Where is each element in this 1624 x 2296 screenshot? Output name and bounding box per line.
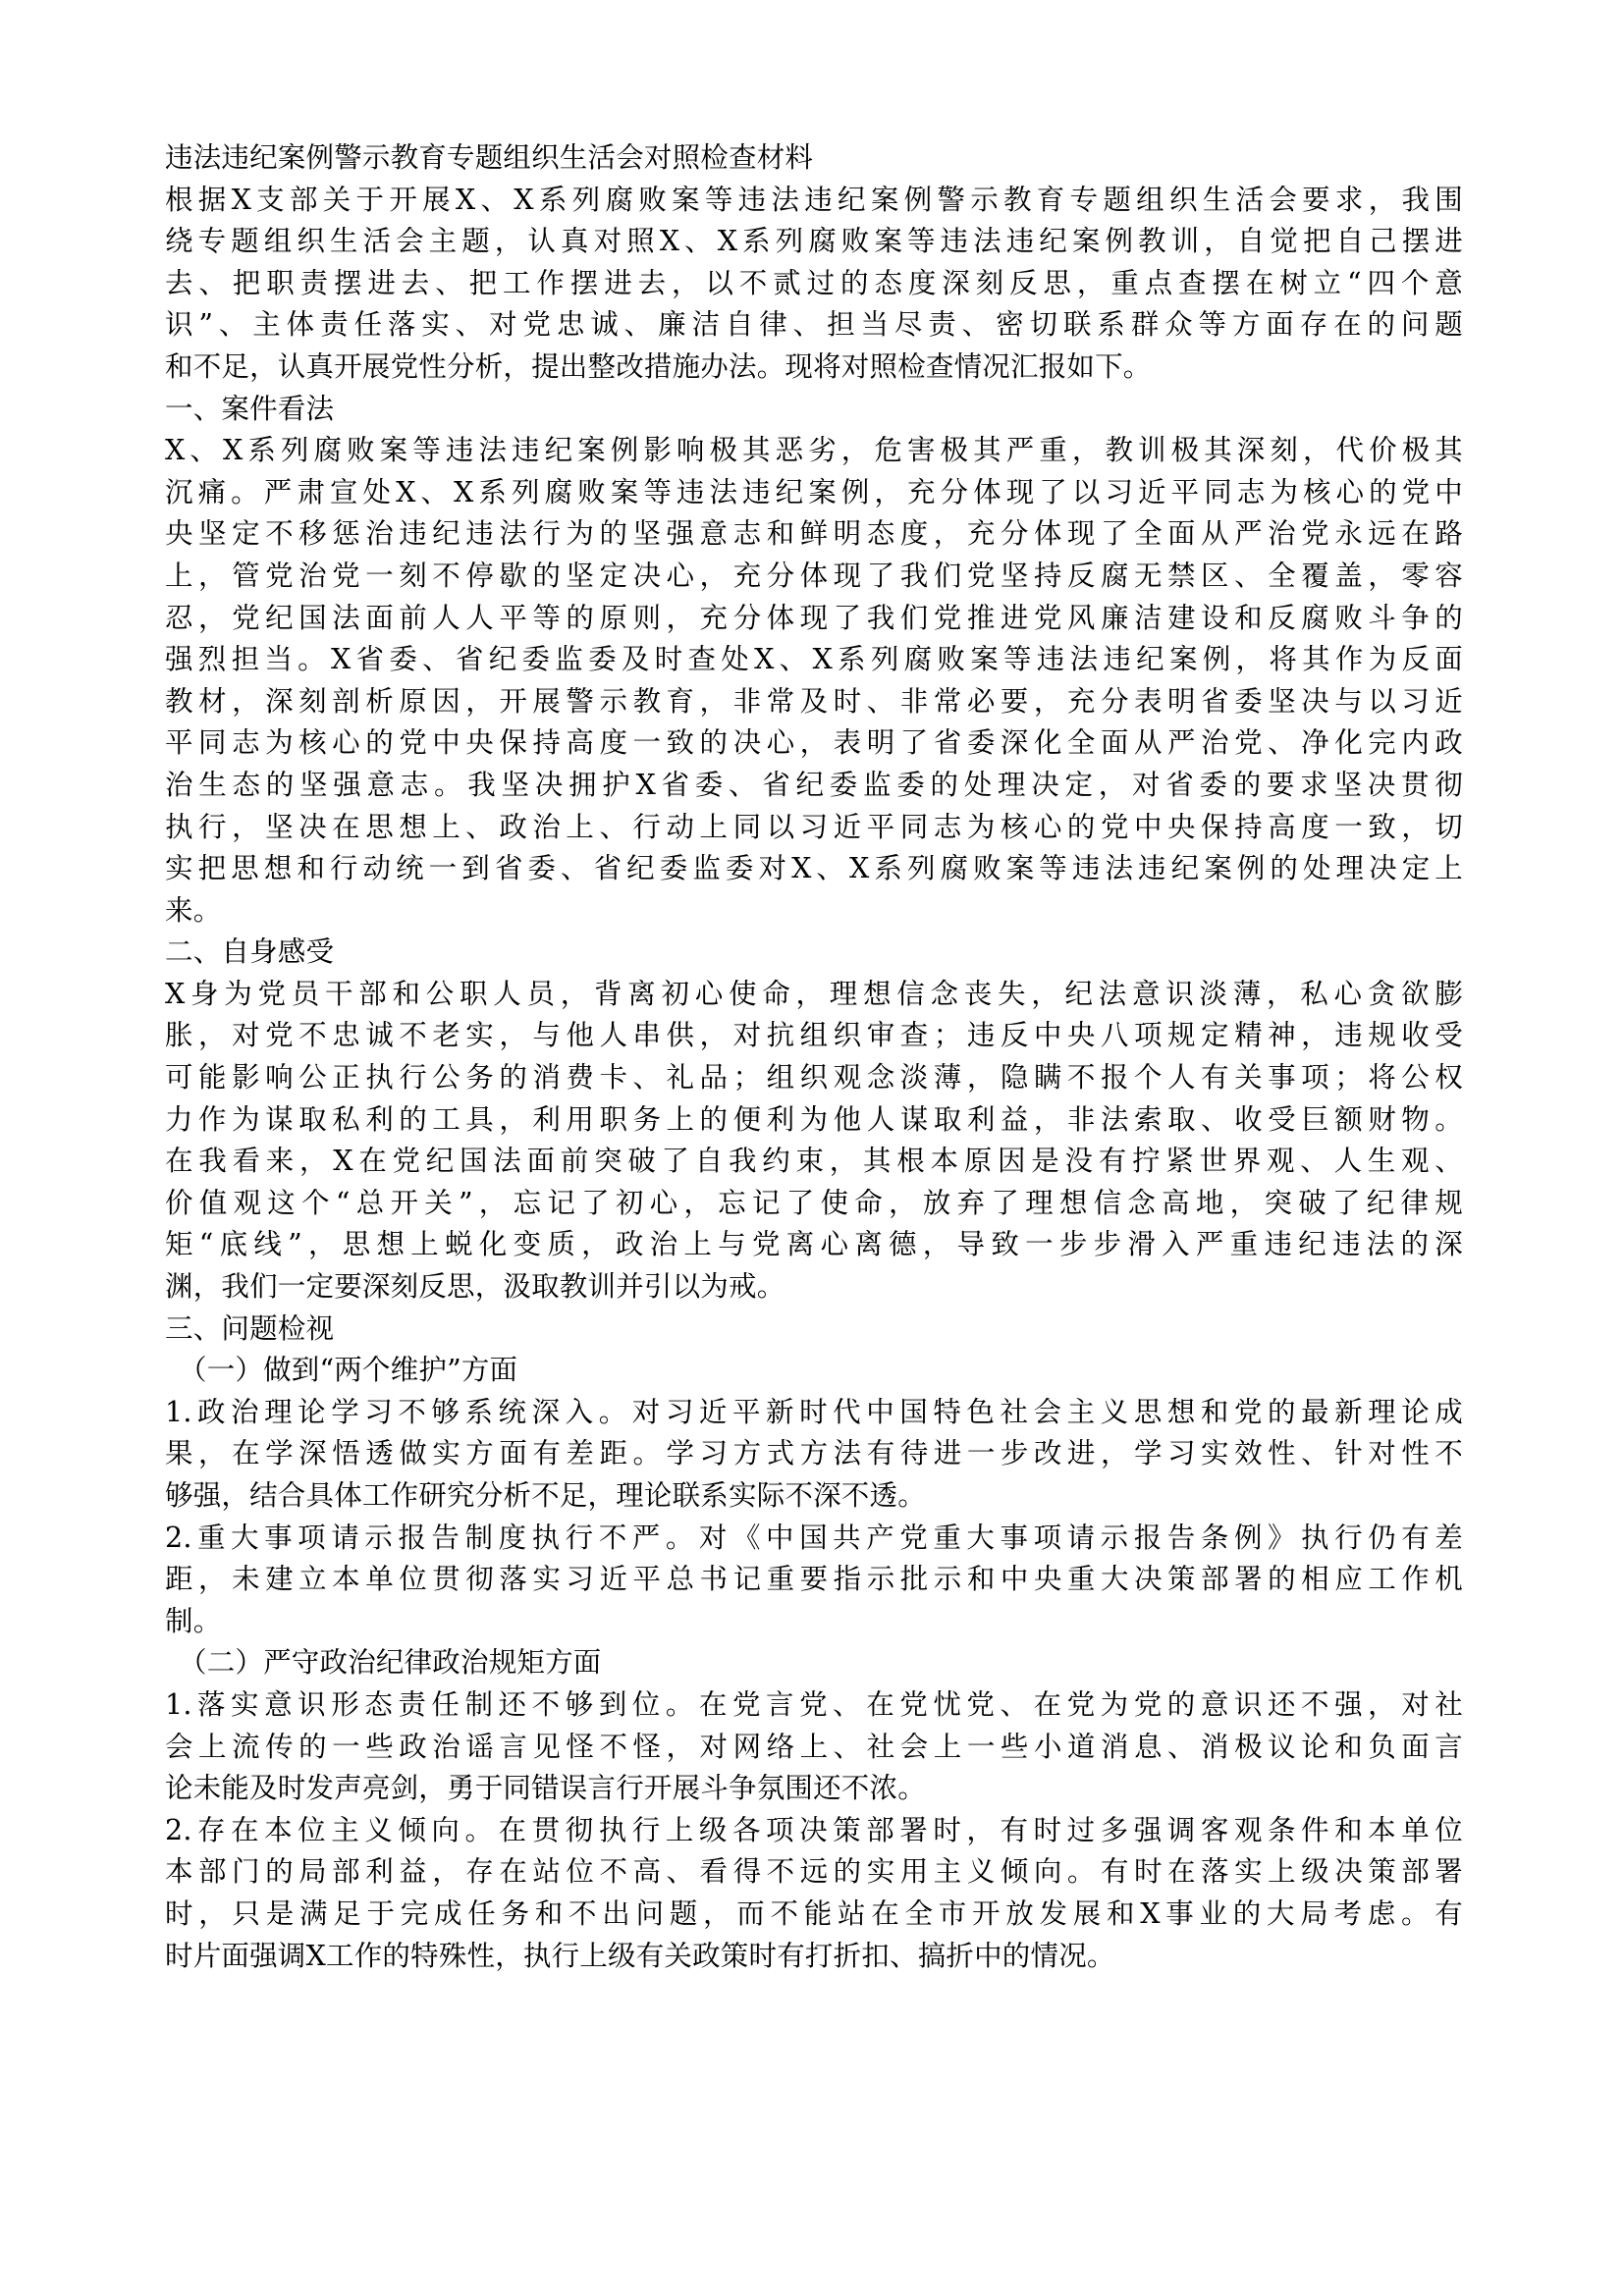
document-title bbox=[165, 137, 1463, 180]
document-text-body bbox=[165, 137, 1463, 1977]
intro-paragraph-line-3: 去、把职责摆进去、把工作摆进去，以不贰过的态度深刻反思，重点查摆在树立“四个意 bbox=[165, 266, 1463, 299]
item-1-2-line-2: 距，未建立本单位贯彻落实习近平总书记重要指示批示和中央重大决策部署的相应工作机 bbox=[165, 1563, 1463, 1596]
section-2-body-line-2: 胀，对党不忠诚不老实，与他人串供，对抗组织审查；违反中央八项规定精神，违规收受 bbox=[165, 1019, 1463, 1052]
subsection-heading-1 bbox=[165, 1350, 1463, 1392]
section-heading-1 bbox=[165, 389, 1463, 431]
intro-paragraph-line-4: 识”、主体责任落实、对党忠诚、廉洁自律、担当尽责、密切联系群众等方面存在的问题 bbox=[165, 308, 1463, 342]
item-1-1 bbox=[165, 1392, 1463, 1518]
item-2-2-line-2: 本部门的局部利益，存在站位不高、看得不远的实用主义倾向。有时在落实上级决策部署 bbox=[165, 1855, 1463, 1889]
item-2-2-line-4: 时片面强调X工作的特殊性，执行上级有关政策时有打折扣、搞折中的情况。 bbox=[165, 1939, 1115, 1972]
section-1-body-line-5: 忍，党纪国法面前人人平等的原则，充分体现了我们党推进党风廉洁建设和反腐败斗争的 bbox=[165, 601, 1463, 634]
item-1-2-line-3: 制。 bbox=[165, 1604, 222, 1637]
subsection-heading-1-line-1: （一）做到“两个维护”方面 bbox=[179, 1354, 518, 1387]
subsection-heading-2 bbox=[165, 1642, 1463, 1684]
item-1-1-line-1: 1.政治理论学习不够系统深入。对习近平新时代中国特色社会主义思想和党的最新理论成 bbox=[165, 1395, 1463, 1428]
section-1-body-line-4: 上，管党治党一刻不停歇的坚定决心，充分体现了我们党坚持反腐无禁区、全覆盖，零容 bbox=[165, 559, 1463, 592]
item-2-1-line-2: 会上流传的一些政治谣言见怪不怪，对网络上、社会上一些小道消息、消极议论和负面言 bbox=[165, 1730, 1463, 1763]
section-2-body-line-3: 可能影响公正执行公务的消费卡、礼品；组织观念淡薄，隐瞒不报个人有关事项；将公权 bbox=[165, 1061, 1463, 1095]
item-2-1-line-1: 1.落实意识形态责任制还不够到位。在党言党、在党忧党、在党为党的意识还不强，对社 bbox=[165, 1687, 1463, 1721]
section-2-body bbox=[165, 974, 1463, 1308]
section-1-body-line-11: 实把思想和行动统一到省委、省纪委监委对X、X系列腐败案等违法违纪案例的处理决定上 bbox=[165, 852, 1463, 885]
section-1-body bbox=[165, 430, 1463, 932]
item-1-2 bbox=[165, 1518, 1463, 1643]
item-2-2 bbox=[165, 1810, 1463, 1977]
section-2-body-line-5: 在我看来，X在党纪国法面前突破了自我约束，其根本原因是没有拧紧世界观、人生观、 bbox=[165, 1145, 1463, 1178]
item-1-2-line-1: 2.重大事项请示报告制度执行不严。对《中国共产党重大事项请示报告条例》执行仍有差 bbox=[165, 1521, 1463, 1554]
intro-paragraph-line-5: 和不足，认真开展党性分析，提出整改措施办法。现将对照检查情况汇报如下。 bbox=[165, 349, 1152, 383]
item-2-2-line-3: 时，只是满足于完成任务和不出问题，而不能站在全市开放发展和X事业的大局考虑。有 bbox=[165, 1896, 1463, 1930]
section-1-body-line-12: 来。 bbox=[165, 893, 222, 927]
section-2-body-line-7: 矩“底线”，思想上蜕化变质，政治上与党离心离德，导致一步步滑入严重违纪违法的深 bbox=[165, 1228, 1463, 1261]
section-1-body-line-10: 执行，坚决在思想上、政治上、行动上同以习近平同志为核心的党中央保持高度一致，切 bbox=[165, 810, 1463, 843]
item-2-1-line-3: 论未能及时发声亮剑，勇于同错误言行开展斗争氛围还不浓。 bbox=[165, 1772, 926, 1805]
section-heading-3 bbox=[165, 1308, 1463, 1351]
section-1-body-line-6: 强烈担当。X省委、省纪委监委及时查处X、X系列腐败案等违法违纪案例，将其作为反面 bbox=[165, 643, 1463, 676]
intro-paragraph-line-2: 绕专题组织生活会主题，认真对照X、X系列腐败案等违法违纪案例教训，自觉把自己摆进 bbox=[165, 225, 1463, 258]
subsection-heading-2-line-1: （二）严守政治纪律政治规矩方面 bbox=[179, 1646, 602, 1680]
section-heading-2 bbox=[165, 932, 1463, 974]
section-heading-1-line-1: 一、案件看法 bbox=[165, 392, 335, 425]
section-2-body-line-6: 价值观这个“总开关”，忘记了初心，忘记了使命，放弃了理想信念高地，突破了纪律规 bbox=[165, 1186, 1463, 1219]
intro-paragraph-line-1: 根据X支部关于开展X、X系列腐败案等违法违纪案例警示教育专题组织生活会要求，我围 bbox=[165, 183, 1463, 216]
section-1-body-line-8: 平同志为核心的党中央保持高度一致的决心，表明了省委深化全面从严治党、净化完内政 bbox=[165, 726, 1463, 760]
intro-paragraph bbox=[165, 180, 1463, 389]
section-1-body-line-7: 教材，深刻剖析原因，开展警示教育，非常及时、非常必要，充分表明省委坚决与以习近 bbox=[165, 684, 1463, 718]
item-1-1-line-2: 果，在学深悟透做实方面有差距。学习方式方法有待进一步改进，学习实效性、针对性不 bbox=[165, 1437, 1463, 1470]
section-2-body-line-1: X身为党员干部和公职人员，背离初心使命，理想信念丧失，纪法意识淡薄，私心贪欲膨 bbox=[165, 977, 1463, 1010]
section-heading-2-line-1: 二、自身感受 bbox=[165, 935, 335, 969]
item-2-2-line-1: 2.存在本位主义倾向。在贯彻执行上级各项决策部署时，有时过多强调客观条件和本单位 bbox=[165, 1813, 1463, 1846]
item-2-1 bbox=[165, 1684, 1463, 1810]
section-1-body-line-3: 央坚定不移惩治违纪违法行为的坚强意志和鲜明态度，充分体现了全面从严治党永远在路 bbox=[165, 517, 1463, 551]
section-2-body-line-8: 渊，我们一定要深刻反思，汲取教训并引以为戒。 bbox=[165, 1270, 785, 1304]
section-1-body-line-2: 沉痛。严肃宣处X、X系列腐败案等违法违纪案例，充分体现了以习近平同志为核心的党中 bbox=[165, 475, 1463, 508]
document-title-line-1: 违法违纪案例警示教育专题组织生活会对照检查材料 bbox=[165, 141, 814, 174]
section-1-body-line-1: X、X系列腐败案等违法违纪案例影响极其恶劣，危害极其严重，教训极其深刻，代价极其 bbox=[165, 434, 1463, 467]
item-1-1-line-3: 够强，结合具体工作研究分析不足，理论联系实际不深不透。 bbox=[165, 1479, 926, 1512]
section-heading-3-line-1: 三、问题检视 bbox=[165, 1311, 335, 1345]
section-2-body-line-4: 力作为谋取私利的工具，利用职务上的便利为他人谋取利益，非法索取、收受巨额财物。 bbox=[165, 1102, 1463, 1136]
section-1-body-line-9: 治生态的坚强意志。我坚决拥护X省委、省纪委监委的处理决定，对省委的要求坚决贯彻 bbox=[165, 768, 1463, 801]
